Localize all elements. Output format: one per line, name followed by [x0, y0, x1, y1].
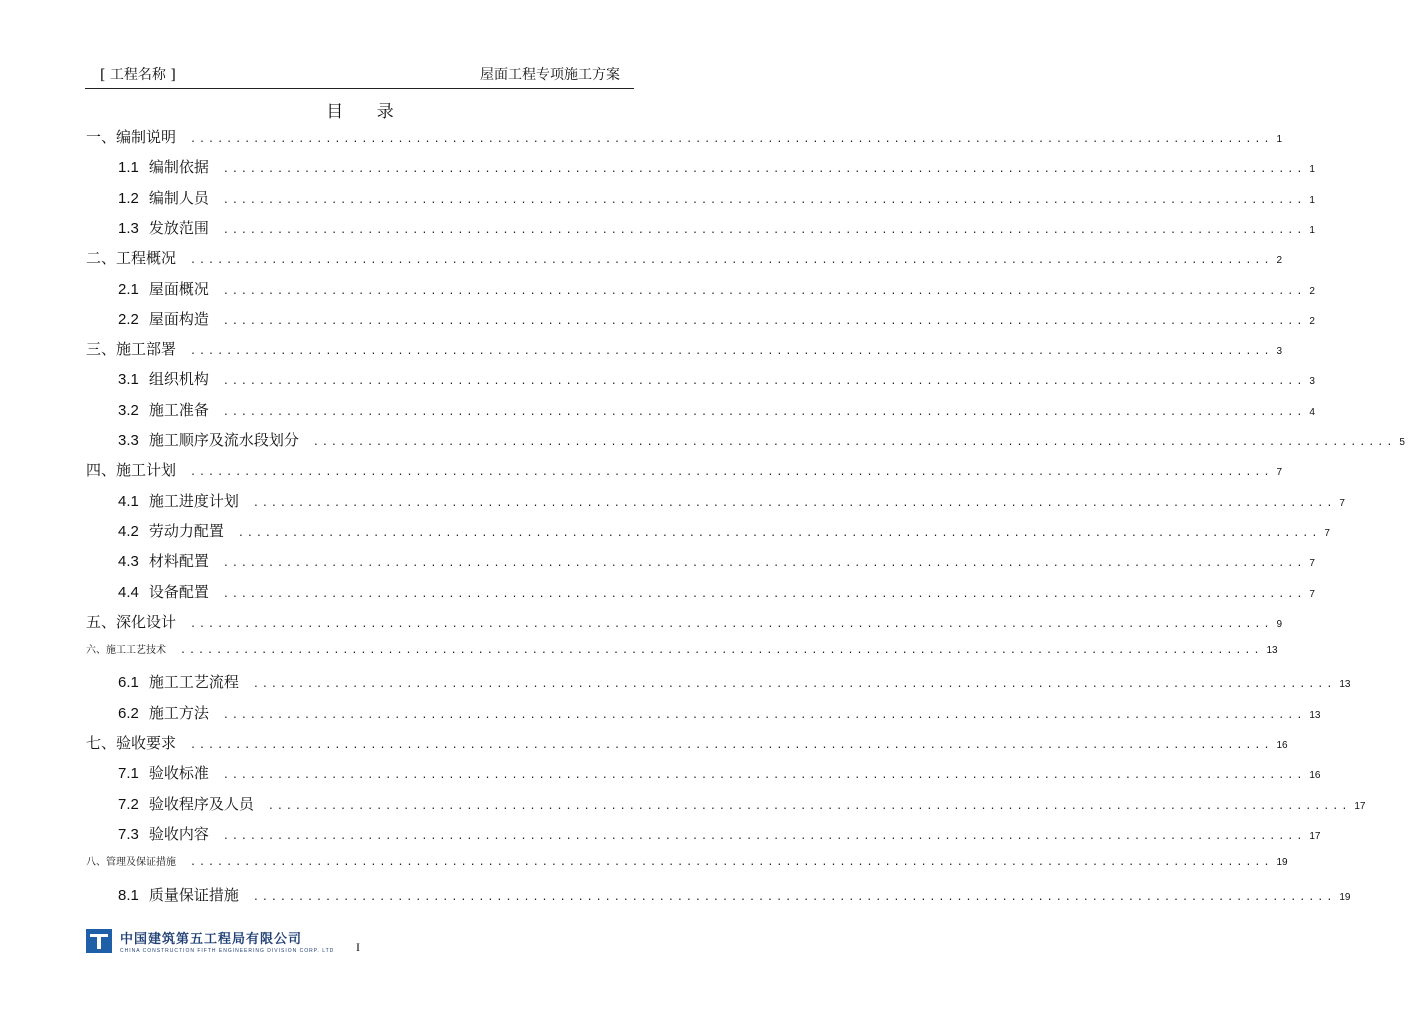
toc-entry-page: 19: [1339, 891, 1351, 903]
toc-section-entry[interactable]: [118, 217, 1315, 238]
toc-leader-dots: ........................................................................................................................: [222, 588, 1306, 600]
toc-entry-label: [118, 520, 224, 541]
toc-entry-number: 6.2: [118, 704, 139, 722]
toc-entry-label: [118, 429, 299, 450]
toc-section-entry[interactable]: [118, 671, 1351, 692]
toc-leader-dots: ........................................................................................................................: [222, 164, 1306, 176]
toc-leader-dots: ........................................................................................................................: [222, 770, 1306, 782]
toc-entry-number: 4.4: [118, 583, 139, 601]
toc-entry-page: 1: [1309, 224, 1315, 236]
toc-entry-number: 3.1: [118, 371, 139, 389]
toc-entry-number: 1.2: [118, 189, 139, 207]
toc-entry-label: [86, 641, 166, 656]
toc-entry-label: [118, 156, 209, 177]
toc-section-entry[interactable]: [118, 793, 1366, 814]
toc-entry-label: [118, 884, 239, 905]
toc-entry-page: 2: [1276, 255, 1283, 267]
footer-company: [86, 928, 334, 954]
toc-section-entry[interactable]: [118, 581, 1315, 602]
toc-entry-label: [118, 187, 209, 208]
toc-leader-dots: ........................................................................................................................: [190, 618, 1273, 630]
toc-entry-text: 发放范围: [148, 218, 209, 237]
toc-entry-page: 13: [1266, 645, 1278, 657]
toc-entry-text: 三、施工部署: [86, 340, 177, 359]
toc-entry-page: 13: [1309, 709, 1321, 721]
toc-entry-page: 1: [1309, 194, 1315, 206]
toc-chapter-entry[interactable]: [86, 853, 1288, 869]
toc-entry-page: 13: [1339, 679, 1351, 691]
toc-entry-page: 2: [1309, 315, 1315, 327]
toc-section-entry[interactable]: [118, 187, 1315, 208]
toc-entry-number: 4.3: [118, 553, 139, 571]
toc-entry-text: 施工方法: [148, 703, 209, 722]
toc-section-entry[interactable]: [118, 884, 1351, 905]
toc-leader-dots: ........................................................................................................................: [312, 437, 1396, 448]
toc-chapter-entry[interactable]: [86, 126, 1283, 147]
toc-entry-page: 7: [1309, 588, 1315, 600]
toc-leader-dots: ........................................................................................................................: [267, 800, 1351, 812]
toc-entry-page: 7: [1276, 467, 1283, 479]
toc-entry-page: 16: [1309, 770, 1321, 782]
toc-entry-text: 六、施工工艺技术: [86, 645, 166, 657]
toc-entry-text: 劳动力配置: [148, 521, 224, 540]
toc-section-entry[interactable]: [118, 308, 1315, 329]
toc-entry-number: 7.3: [118, 825, 139, 843]
toc-entry-text: 验收内容: [148, 824, 209, 843]
toc-entry-page: 3: [1309, 376, 1315, 388]
toc-entry-page: 3: [1276, 346, 1283, 358]
toc-leader-dots: ........................................................................................................................: [190, 134, 1273, 145]
toc-entry-page: 9: [1276, 618, 1283, 630]
toc-entry-number: 6.1: [118, 674, 139, 692]
toc-section-entry[interactable]: [118, 762, 1321, 783]
toc-entry-page: 7: [1309, 558, 1315, 570]
toc-entry-text: 验收程序及人员: [148, 794, 254, 813]
toc-entry-text: 施工准备: [148, 400, 209, 419]
toc-entry-text: 施工进度计划: [148, 491, 239, 510]
toc-entry-text: 一、编制说明: [86, 128, 177, 146]
toc-section-entry[interactable]: [118, 702, 1321, 723]
toc-entry-number: 4.1: [118, 492, 139, 510]
toc-entry-label: [118, 550, 209, 571]
toc-section-entry[interactable]: [118, 429, 1405, 450]
toc-leader-dots: ........................................................................................................................: [222, 709, 1306, 721]
toc-entry-page: 17: [1309, 830, 1321, 842]
toc-entry-text: 组织机构: [148, 370, 209, 389]
header-project-name: [ 工程名称 ]: [100, 67, 176, 83]
toc-entry-label: [118, 217, 209, 238]
toc-entry-number: 8.1: [118, 886, 139, 904]
toc-entry-page: 5: [1399, 437, 1405, 448]
toc-leader-dots: ........................................................................................................................: [190, 857, 1273, 869]
cscec-logo-icon: [86, 929, 112, 953]
toc-entry-label: [86, 459, 176, 480]
toc-entry-label: [118, 308, 209, 329]
toc-entry-text: 施工顺序及流水段划分: [148, 431, 299, 449]
toc-section-entry[interactable]: [118, 156, 1315, 177]
toc-entry-label: [86, 247, 176, 268]
toc-leader-dots: ........................................................................................................................: [222, 194, 1306, 206]
toc-entry-label: [118, 368, 209, 389]
toc-section-entry[interactable]: [118, 520, 1330, 541]
toc-leader-dots: ........................................................................................................................: [180, 645, 1263, 657]
toc-leader-dots: ........................................................................................................................: [190, 255, 1273, 267]
toc-section-entry[interactable]: [118, 550, 1315, 571]
toc-entry-page: 7: [1324, 527, 1330, 539]
toc-leader-dots: ........................................................................................................................: [222, 315, 1306, 327]
toc-entry-number: 2.1: [118, 280, 139, 298]
toc-entry-page: 1: [1276, 134, 1283, 145]
toc-leader-dots: ........................................................................................................................: [222, 376, 1306, 388]
toc-section-entry[interactable]: [118, 368, 1315, 389]
toc-entry-page: 1: [1309, 164, 1315, 176]
toc-chapter-entry[interactable]: [86, 459, 1283, 480]
toc-leader-dots: ........................................................................................................................: [237, 527, 1321, 539]
toc-chapter-entry[interactable]: [86, 641, 1278, 657]
toc-section-entry[interactable]: [118, 490, 1345, 511]
toc-entry-label: [118, 793, 254, 814]
toc-entry-text: 五、深化设计: [86, 612, 177, 631]
toc-leader-dots: ........................................................................................................................: [222, 558, 1306, 570]
header-divider: [85, 88, 634, 89]
toc-leader-dots: ........................................................................................................................: [222, 224, 1306, 236]
toc-entry-label: [118, 399, 209, 420]
toc-entry-page: 2: [1309, 285, 1315, 297]
toc-section-entry[interactable]: [118, 278, 1315, 299]
toc-entry-text: 四、施工计划: [86, 461, 177, 480]
toc-entry-text: 编制人员: [148, 188, 209, 207]
toc-entry-number: 1.3: [118, 219, 139, 237]
toc-entry-text: 施工工艺流程: [148, 673, 239, 692]
toc-entry-text: 材料配置: [148, 552, 209, 571]
toc-entry-label: [118, 581, 209, 602]
toc-entry-text: 七、验收要求: [86, 734, 177, 752]
toc-entry-label: [86, 338, 176, 359]
toc-entry-text: 屋面构造: [148, 309, 209, 328]
toc-chapter-entry[interactable]: [86, 732, 1288, 753]
toc-entry-text: 编制依据: [148, 158, 209, 177]
toc-entry-label: [86, 611, 176, 632]
toc-entry-number: 4.2: [118, 522, 139, 540]
toc-entry-number: 3.2: [118, 401, 139, 419]
toc-entry-page: 4: [1309, 406, 1315, 418]
toc-leader-dots: ........................................................................................................................: [190, 740, 1273, 751]
toc-leader-dots: ........................................................................................................................: [190, 467, 1273, 479]
toc-leader-dots: ........................................................................................................................: [190, 346, 1273, 358]
toc-entry-number: 7.2: [118, 795, 139, 813]
toc-chapter-entry[interactable]: [86, 338, 1283, 359]
toc-leader-dots: ........................................................................................................................: [252, 891, 1336, 903]
toc-leader-dots: ........................................................................................................................: [222, 830, 1306, 842]
toc-entry-page: 16: [1276, 740, 1288, 751]
toc-entry-number: 3.3: [118, 432, 139, 449]
toc-title: 目 录: [326, 102, 408, 122]
toc-entry-text: 屋面概况: [148, 279, 209, 298]
toc-entry-text: 二、工程概况: [86, 249, 177, 268]
toc-entry-label: [118, 823, 209, 844]
toc-entry-page: 17: [1354, 800, 1366, 812]
company-name-en: CHINA CONSTRUCTION FIFTH ENGINEERING DIVISION CORP. LTD: [120, 948, 335, 954]
toc-entry-label: [118, 671, 239, 692]
toc-entry-page: 7: [1339, 497, 1345, 509]
toc-entry-text: 设备配置: [148, 582, 209, 601]
toc-entry-label: [86, 732, 176, 753]
toc-entry-label: [118, 702, 209, 723]
header-document-title: 屋面工程专项施工方案: [480, 67, 620, 83]
toc-entry-label: [118, 278, 209, 299]
toc-entry-text: 验收标准: [148, 764, 209, 783]
toc-entry-page: 19: [1276, 857, 1288, 869]
toc-entry-text: 质量保证措施: [148, 885, 239, 904]
company-name-cn: 中国建筑第五工程局有限公司: [120, 932, 303, 947]
toc-entry-label: [118, 490, 239, 511]
toc-leader-dots: ........................................................................................................................: [252, 497, 1336, 509]
toc-leader-dots: ........................................................................................................................: [222, 285, 1306, 297]
toc-leader-dots: ........................................................................................................................: [252, 679, 1336, 691]
toc-section-entry[interactable]: [118, 399, 1315, 420]
toc-entry-text: 八、管理及保证措施: [86, 857, 176, 869]
toc-entry-number: 7.1: [118, 765, 139, 783]
toc-entry-number: 2.2: [118, 310, 139, 328]
toc-entry-label: [86, 126, 176, 147]
toc-entry-number: 1.1: [118, 159, 139, 177]
toc-entry-label: [118, 762, 209, 783]
toc-chapter-entry[interactable]: [86, 247, 1283, 268]
toc-leader-dots: ........................................................................................................................: [222, 406, 1306, 418]
toc-section-entry[interactable]: [118, 823, 1321, 844]
page-number: I: [356, 940, 360, 954]
toc-chapter-entry[interactable]: [86, 611, 1283, 632]
toc-entry-label: [86, 853, 176, 868]
